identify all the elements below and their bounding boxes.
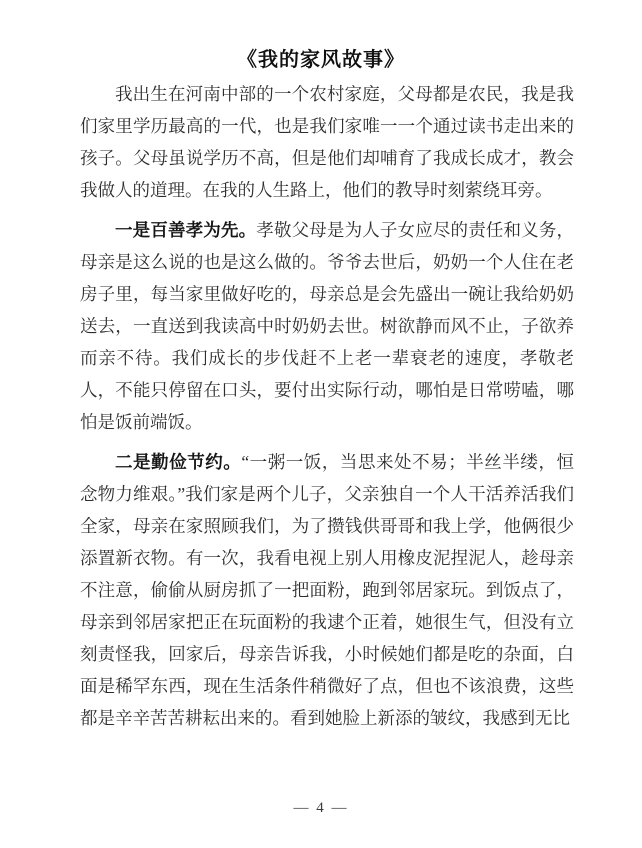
paragraph-filial-piety-text: 孝敬父母是为人子女应尽的责任和义务，母亲是这么说的也是这么做的。爷爷去世后，奶奶一个人住在老房子里，每当家里做好吃的，母亲总是会先盛出一碗让我给奶奶送去，一直送到我读高中时奶奶去世。树欲静而风不止，子欲养而亲不待。我们成长的步伐赶不上老一辈衰老的速度，孝敬老人，不能只停留在口头，要付出实际行动，哪怕是日常唠嗑，哪怕是饭前端饭。 <box>80 220 574 432</box>
document-title: 《我的家风故事》 <box>237 49 405 71</box>
paragraph-thrift <box>80 446 574 734</box>
page-number: — 4 — <box>293 800 349 816</box>
paragraph-intro-text: 我出生在河南中部的一个农村家庭，父母都是农民，我是我们家里学历最高的一代，也是我们家唯一一个通过读书走出来的孩子。父母虽说学历不高，但是他们却哺育了我成长成才，教会我做人的道理。在我的人生路上，他们的教导时刻萦绕耳旁。 <box>80 84 574 200</box>
paragraph-filial-piety <box>80 214 574 438</box>
paragraph-thrift-text: “一粥一饭，当思来处不易；半丝半缕，恒念物力维艰。”我们家是两个儿子，父亲独自一个人干活养活我们全家，母亲在家照顾我们，为了攒钱供哥哥和我上学，他俩很少添置新衣物。有一次，我看电视上别人用橡皮泥捏泥人，趁母亲不注意，偷偷从厨房抓了一把面粉，跑到邻居家玩。到饭点了，母亲到邻居家把正在玩面粉的我逮个正着，她很生气，但没有立刻责怪我，回家后，母亲告诉我，小时候她们都是吃的杂面，白面是稀罕东西，现在生活条件稍微好了点，但也不该浪费，这些都是辛辛苦苦耕耘出来的。看到她脸上新添的皱纹，我感到无比 <box>80 452 574 728</box>
paragraph-filial-piety-lead: 一是百善孝为先。 <box>115 220 257 240</box>
document-body <box>80 78 574 742</box>
paragraph-thrift-lead: 二是勤俭节约。 <box>115 452 242 472</box>
paragraph-intro <box>80 78 574 206</box>
